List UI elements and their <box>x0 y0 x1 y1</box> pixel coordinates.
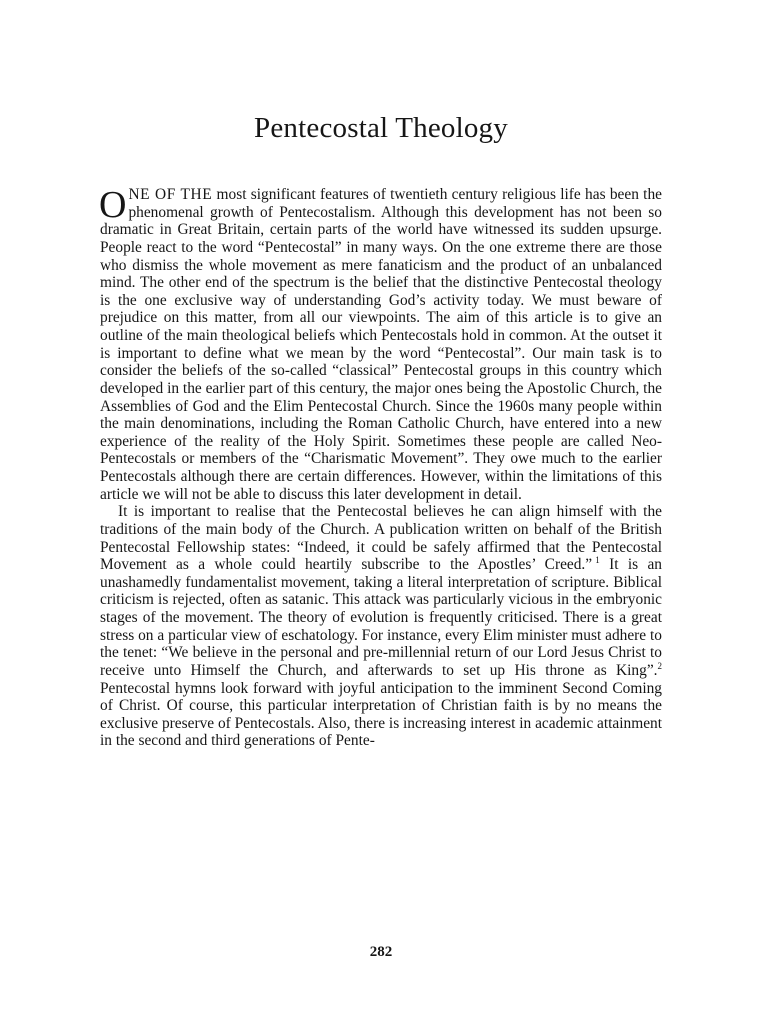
paragraph-2 <box>100 503 662 750</box>
drop-cap: O <box>99 184 127 226</box>
paragraph-2-text-1: It is important to realise that the Pentecostal believes he can align himself with the traditions of the main body of the Church. A publication written on behalf of the British Pentecostal Fellowship states: “Indeed, it could be safely affirmed that the Pentecostal Movement as a whole could heartily subscribe to the Apostles’ Creed.” <box>100 503 662 574</box>
page-number: 282 <box>369 944 393 960</box>
article-body <box>100 186 662 750</box>
footnote-marker-2[interactable]: 2 <box>657 660 662 671</box>
paragraph-2-text-2: It is an unashamedly fundamentalist movement, taking a literal interpretation of scripture. Biblical criticism is rejected, often as satanic. This attack was particularly vicious in the embryonic stages of the movement. The theory of evolution is frequently criticised. There is a great stress on a particular view of eschatology. For instance, every Elim minister must adhere to the tenet: “We believe in the personal and pre-millennial return of our Lord Jesus Christ to receive unto Himself the Church, and afterwards to set up His throne as King”. <box>100 556 662 679</box>
footnote-marker-1[interactable]: 1 <box>595 555 600 565</box>
paragraph-1 <box>100 186 662 503</box>
lead-in: NE OF THE <box>128 186 213 203</box>
paragraph-1-text: most significant features of twentieth century religious life has been the phenomenal growth of Pentecostalism. Although this development has not been so dramatic in Great Britain, certain parts of the world have witnessed its sudden upsurge. People react to the word “Pentecostal” in many ways. On the one extreme there are those who dismiss the whole movement as mere fanaticism and the product of an unbalanced mind. The other end of the spectrum is the belief that the distinctive Pentecostal theology is the one exclusive way of understanding God’s activity today. We must beware of prejudice on this matter, from all our viewpoints. The aim of this article is to give an outline of the main theological beliefs which Pentecostals hold in common. At the outset it is important to define what we mean by the word “Pentecostal”. Our main task is to consider the beliefs of the so-called “classical” Pentecostal groups in this country which developed in the earlier part of this century, the major ones being the Apostolic Church, the Assemblies of God and the Elim Pentecostal Church. Since the 1960s many people within the main denominations, including the Roman Catholic Church, have entered into a new experience of the reality of the Holy Spirit. Sometimes these people are called Neo-Pentecostals or members of the “Charismatic Movement”. They owe much to the earlier Pentecostals although there are certain differences. However, within the limitations of this article we will not be able to discuss this later development in detail. <box>100 186 662 503</box>
paragraph-2-text-3: Pentecostal hymns look forward with joyful anticipation to the imminent Second Coming of Christ. Of course, this particular interpretation of Christian faith is by no means the exclusive preserve of Pentecostals. Also, there is increasing interest in academic attainment in the second and third generations of Pente- <box>100 679 662 750</box>
article-title: Pentecostal Theology <box>254 112 508 144</box>
page <box>100 0 662 1024</box>
